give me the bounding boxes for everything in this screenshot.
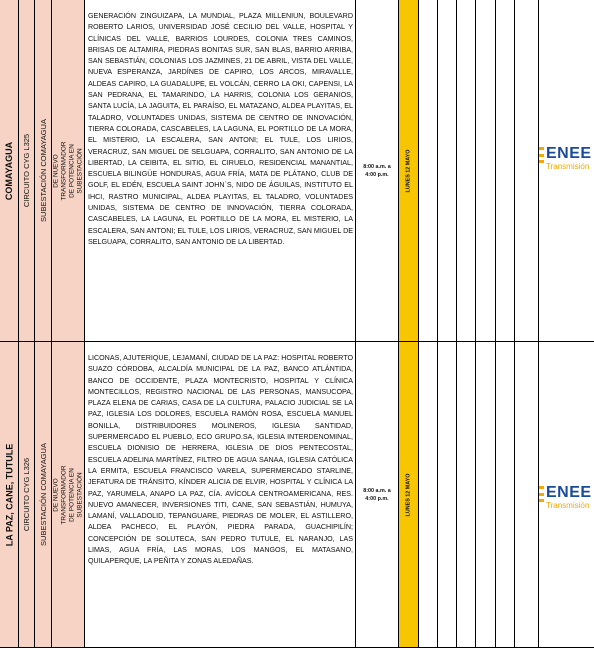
logo-cell [539,342,594,647]
empty-cell [457,342,476,647]
circuit-cell [19,0,35,341]
work-cell [52,0,85,341]
enee-logo [539,146,592,171]
enee-logo-icon [539,147,544,163]
time-end: 4:00 p.m. [365,495,389,502]
substation-label: SUBESTACIÓN COMAYAGUA [38,119,48,222]
logo-cell [539,0,594,341]
zone-cell [0,342,19,647]
day-cell [399,342,419,647]
zone-label: LA PAZ, CANE, TUTULE [4,443,14,546]
enee-logo-icon [539,486,544,502]
substation-cell [35,0,52,341]
empty-cell [419,0,438,341]
circuit-label: CIRCUITO CYG L325 [22,133,31,208]
affected-areas: LICONAS, AJUTERIQUE, LEJAMANÍ, CIUDAD DE LA PAZ: HOSPITAL ROBERTO SUAZO CÓRDOBA, ALCALDÍA MUNICIPAL DE LA PAZ, BANCO ATLÁNTIDA, BANCO DE OCCIDENTE, PLAZA MONTECRISTO, HOSPITAL Y CLÍNICA MONTECILLOS, REGISTRO NACIONAL DE LAS PERSONAS, MANSUCOPA, PLAZA ELENA DE CARIAS, CASA DE LA CULTURA, PALACIO JUDICIAL SE LA PAZ, IGLESIA LOS DOLORES, ESCUELA RAMÓN ROSA, ESCUELA MANUEL BONILLA, DISTRIBUIDORES MOLINEROS, IGLESIA SANTIDAD, SUPERMERCADO EL PUEBLO, ECO GRUPO.SA, IGLESIA INTERDENOMINAL, ESCUELA DIONISIO DE HERRERA, IGLESIA DE DIOS PENTECOSTAL, ESCUELA ADELINA MARTÍNEZ, FILTRO DE AGUA SANAA, IGLESIA CATÓLICA LA ERMITA, ESCUELA FRANCISCO VARELA, SUPERMERCADO STARLINE, JEFATURA DE TRÁNSITO, KÍNDER ALICIA DE ELVIR, HOSPITAL Y CLÍNICA LA PAZ, YARUMELA, ANAPO LA PAZ, CÍA. AVÍCOLA CENTROAMERICANA, RES. NUEVO AMANECER, INVERSIONES TITI, CANE, SAN SEBASTIÁN, HUMUYA, LAMANÍ, VALLADOLID, TEPANGUARE, PIEDRAS DE MOLER, EL ASTILLERO, ALDEA PACHECO, EL PLAYÓN, PIEDRA PARADA, GUACHIPILÍN; CONCEPCIÓN DE SOLUTECA, SAN PEDRO TUTULE, EL NARANJO, LAS LIMAS, AGUA FRÍA, LAS MORAS, LOS MANGOS, EL MATASANO, QUILAPERQUE, LA PEÑITA Y ZONAS ALEDAÑAS. [85,342,356,647]
day-label: LUNES 12 MAYO [405,473,412,516]
empty-cell [496,0,515,341]
time-cell [356,0,399,341]
empty-cell [476,342,496,647]
logo-name: ENEE [546,484,592,501]
circuit-cell [19,342,35,647]
substation-label: SUBESTACIÓN COMAYAGUA [38,443,48,546]
time-cell [356,342,399,647]
empty-cell [419,342,438,647]
day-label: LUNES 12 MAYO [405,149,412,192]
day-cell [399,0,419,341]
affected-areas: GENERACIÓN ZINGUIZAPA, LA MUNDIAL, PLAZA MILLENIUN, BOULEVARD ROBERTO LARIOS, UNIVERSIDAD JOSÉ CECILIO DEL VALLE, HOSPITAL Y CLÍNICAS DEL VALLE, BARRIOS LOURDES, COLONIA TRES CAMINOS, BRISAS DE ALTAMIRA, PIEDRAS BONITAS SUR, SAN BLAS, BARRIO ARRIBA, SAN SEBASTIÁN, COLONIAS LOS JAZMINES, 21 DE ABRIL, VISTA DEL VALLE, NUEVA ESPERANZA, JARDÍNES DE CAPIRO, LOS ARCOS, MIRAVALLE, ALDEAS CAPIRO, LA GUADALUPE, EL VOLCÁN, CERRO LA OKI, CAPENSI, LA SAN PEDRANA, EL TAMARINDO, LA HARRIS, COLONIA LOS GERANIOS, SANTA LUCÍA, LA JAGUITA, EL PARAÍSO, EL MATAZANO, ALDEA PLAYITAS, EL TALADRO, VOLUNTADES UNIDAS, SISTEMA DE CENTRO DE INNOVACIÓN, TIERRA COLORADA, CASCABELES, LA LAGUNA, EL PORTILLO DE LA MORA, EL MISTERIO, LA ESCALERA, SAN ANTONI; EL TULE, LOS LIRIOS, VERACRUZ, SAN MIGUEL DE SELGUAPA, CORRALITO, SAN ANTONIO DE LA LIBERTAD, LA CEIBITA, EL SITIO, EL CIRUELO, RESIDENCIAL MANANTIAL, ESCUELA BILINGÜE HONDURAS, AGUA FRÍA, MATA DE PLÁTANO, CLUB DE GOLF, EL EDÉN, ESCUELA SAINT JOHN´S, NIDO DE ÁGUILAS, INSTITUTO EL IHCI, RASTRO MUNICIPAL, ALDEA PLAYITAS, EL TALADRO, VOLUNTADES UNIDAS, SISTEMA DE CENTRO DE INNOVACIÓN, TIERRA COLORADA, CASCABELES, LA LAGUNA, EL PORTILLO DE LA MORA, EL MISTERIO, LA ESCALERA, SAN ANTONI; EL TULE, LOS LIRIOS, VERACRUZ, SAN MIGUEL DE SELGUAPA, CORRALITO, SAN ANTONIO DE LA LIBERTAD. [85,0,356,341]
empty-cell [438,342,457,647]
logo-sub: Transmisión [546,162,590,171]
empty-cell [515,342,539,647]
empty-cell [457,0,476,341]
work-description: DE NUEVO TRANSFORMADOR DE POTENCIA EN SUBESTACIÓN [52,141,83,200]
work-description: DE NUEVO TRANSFORMADOR DE POTENCIA EN SUBESTACIÓN [52,465,83,524]
empty-cell [496,342,515,647]
logo-sub: Transmisión [546,501,590,510]
zone-label: COMAYAGUA [4,141,15,200]
work-cell [52,342,85,647]
circuit-label: CIRCUITO CYG L326 [22,457,31,532]
empty-cell [515,0,539,341]
enee-logo [539,485,592,510]
time-start: 8:00 a.m. a [363,487,391,494]
outage-row-la-paz [0,342,594,648]
empty-cell [438,0,457,341]
logo-name: ENEE [546,145,592,162]
substation-cell [35,342,52,647]
empty-cell [476,0,496,341]
zone-cell [0,0,19,341]
time-end: 4:00 p.m. [365,171,389,178]
time-start: 8:00 a.m. a [363,163,391,170]
